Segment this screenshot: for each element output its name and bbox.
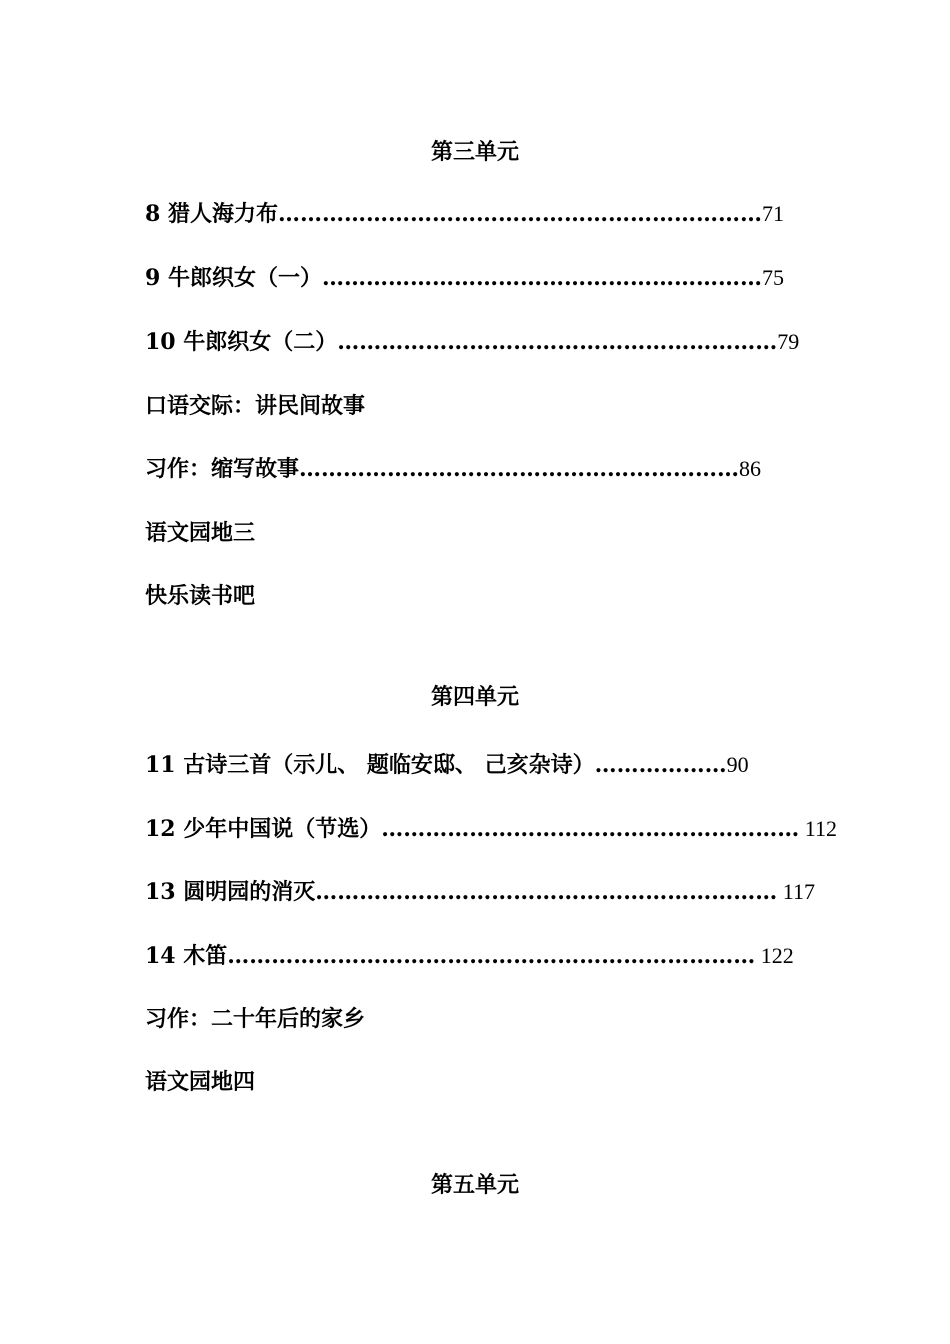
entry-title: 8 猎人海力布: [145, 201, 278, 227]
toc-entry: [145, 750, 749, 780]
entry-title: 习作：二十年后的家乡: [145, 1006, 366, 1032]
page-number: 122: [755, 943, 794, 968]
entry-title: 12 少年中国说（节选）: [145, 816, 382, 842]
page-number: 117: [777, 879, 815, 904]
entry-title: 快乐读书吧: [145, 583, 256, 609]
toc-entry: [145, 199, 784, 229]
entry-title: 11 古诗三首（示儿、 题临安邸、 己亥杂诗）: [145, 752, 595, 778]
leader-dots: ………………………………………………………: [315, 879, 778, 905]
unit-heading-4: 第四单元: [430, 684, 519, 710]
leader-dots: …………………………………………………: [381, 816, 800, 842]
leader-dots: ………………: [594, 752, 727, 778]
entry-title: 13 圆明园的消灭: [145, 879, 316, 905]
toc-entry: [145, 263, 784, 293]
toc-entry: [145, 941, 794, 971]
entry-title: 语文园地三: [145, 520, 256, 546]
page-number: 75: [761, 265, 784, 290]
toc-entry: [145, 1067, 255, 1097]
toc-entry: [145, 391, 365, 421]
leader-dots: …………………………………………………………: [277, 201, 762, 227]
page-number: 90: [726, 752, 749, 777]
toc-entry: [145, 877, 815, 907]
entry-title: 口语交际：讲民间故事: [145, 393, 366, 419]
toc-entry: [145, 454, 761, 484]
unit-heading-3: 第三单元: [430, 139, 519, 165]
page-number: 86: [739, 456, 762, 481]
page-number: 79: [777, 329, 800, 354]
leader-dots: ………………………………………………………………: [227, 943, 756, 969]
entry-title: 语文园地四: [145, 1069, 256, 1095]
entry-title: 9 牛郎织女（一）: [145, 265, 322, 291]
toc-entry: [145, 327, 799, 357]
page-number: 112: [799, 816, 837, 841]
toc-entry: [145, 581, 255, 611]
entry-title: 习作：缩写故事: [145, 456, 300, 482]
page-number: 71: [761, 201, 784, 226]
entry-title: 14 木笛: [145, 943, 228, 969]
leader-dots: ……………………………………………………: [299, 456, 740, 482]
toc-entry: [145, 1004, 365, 1034]
toc-entry: [145, 814, 837, 844]
leader-dots: ……………………………………………………: [321, 265, 762, 291]
entry-title: 10 牛郎织女（二）: [145, 329, 338, 355]
unit-heading-5: 第五单元: [430, 1172, 519, 1198]
leader-dots: ……………………………………………………: [337, 329, 778, 355]
toc-entry: [145, 518, 255, 548]
